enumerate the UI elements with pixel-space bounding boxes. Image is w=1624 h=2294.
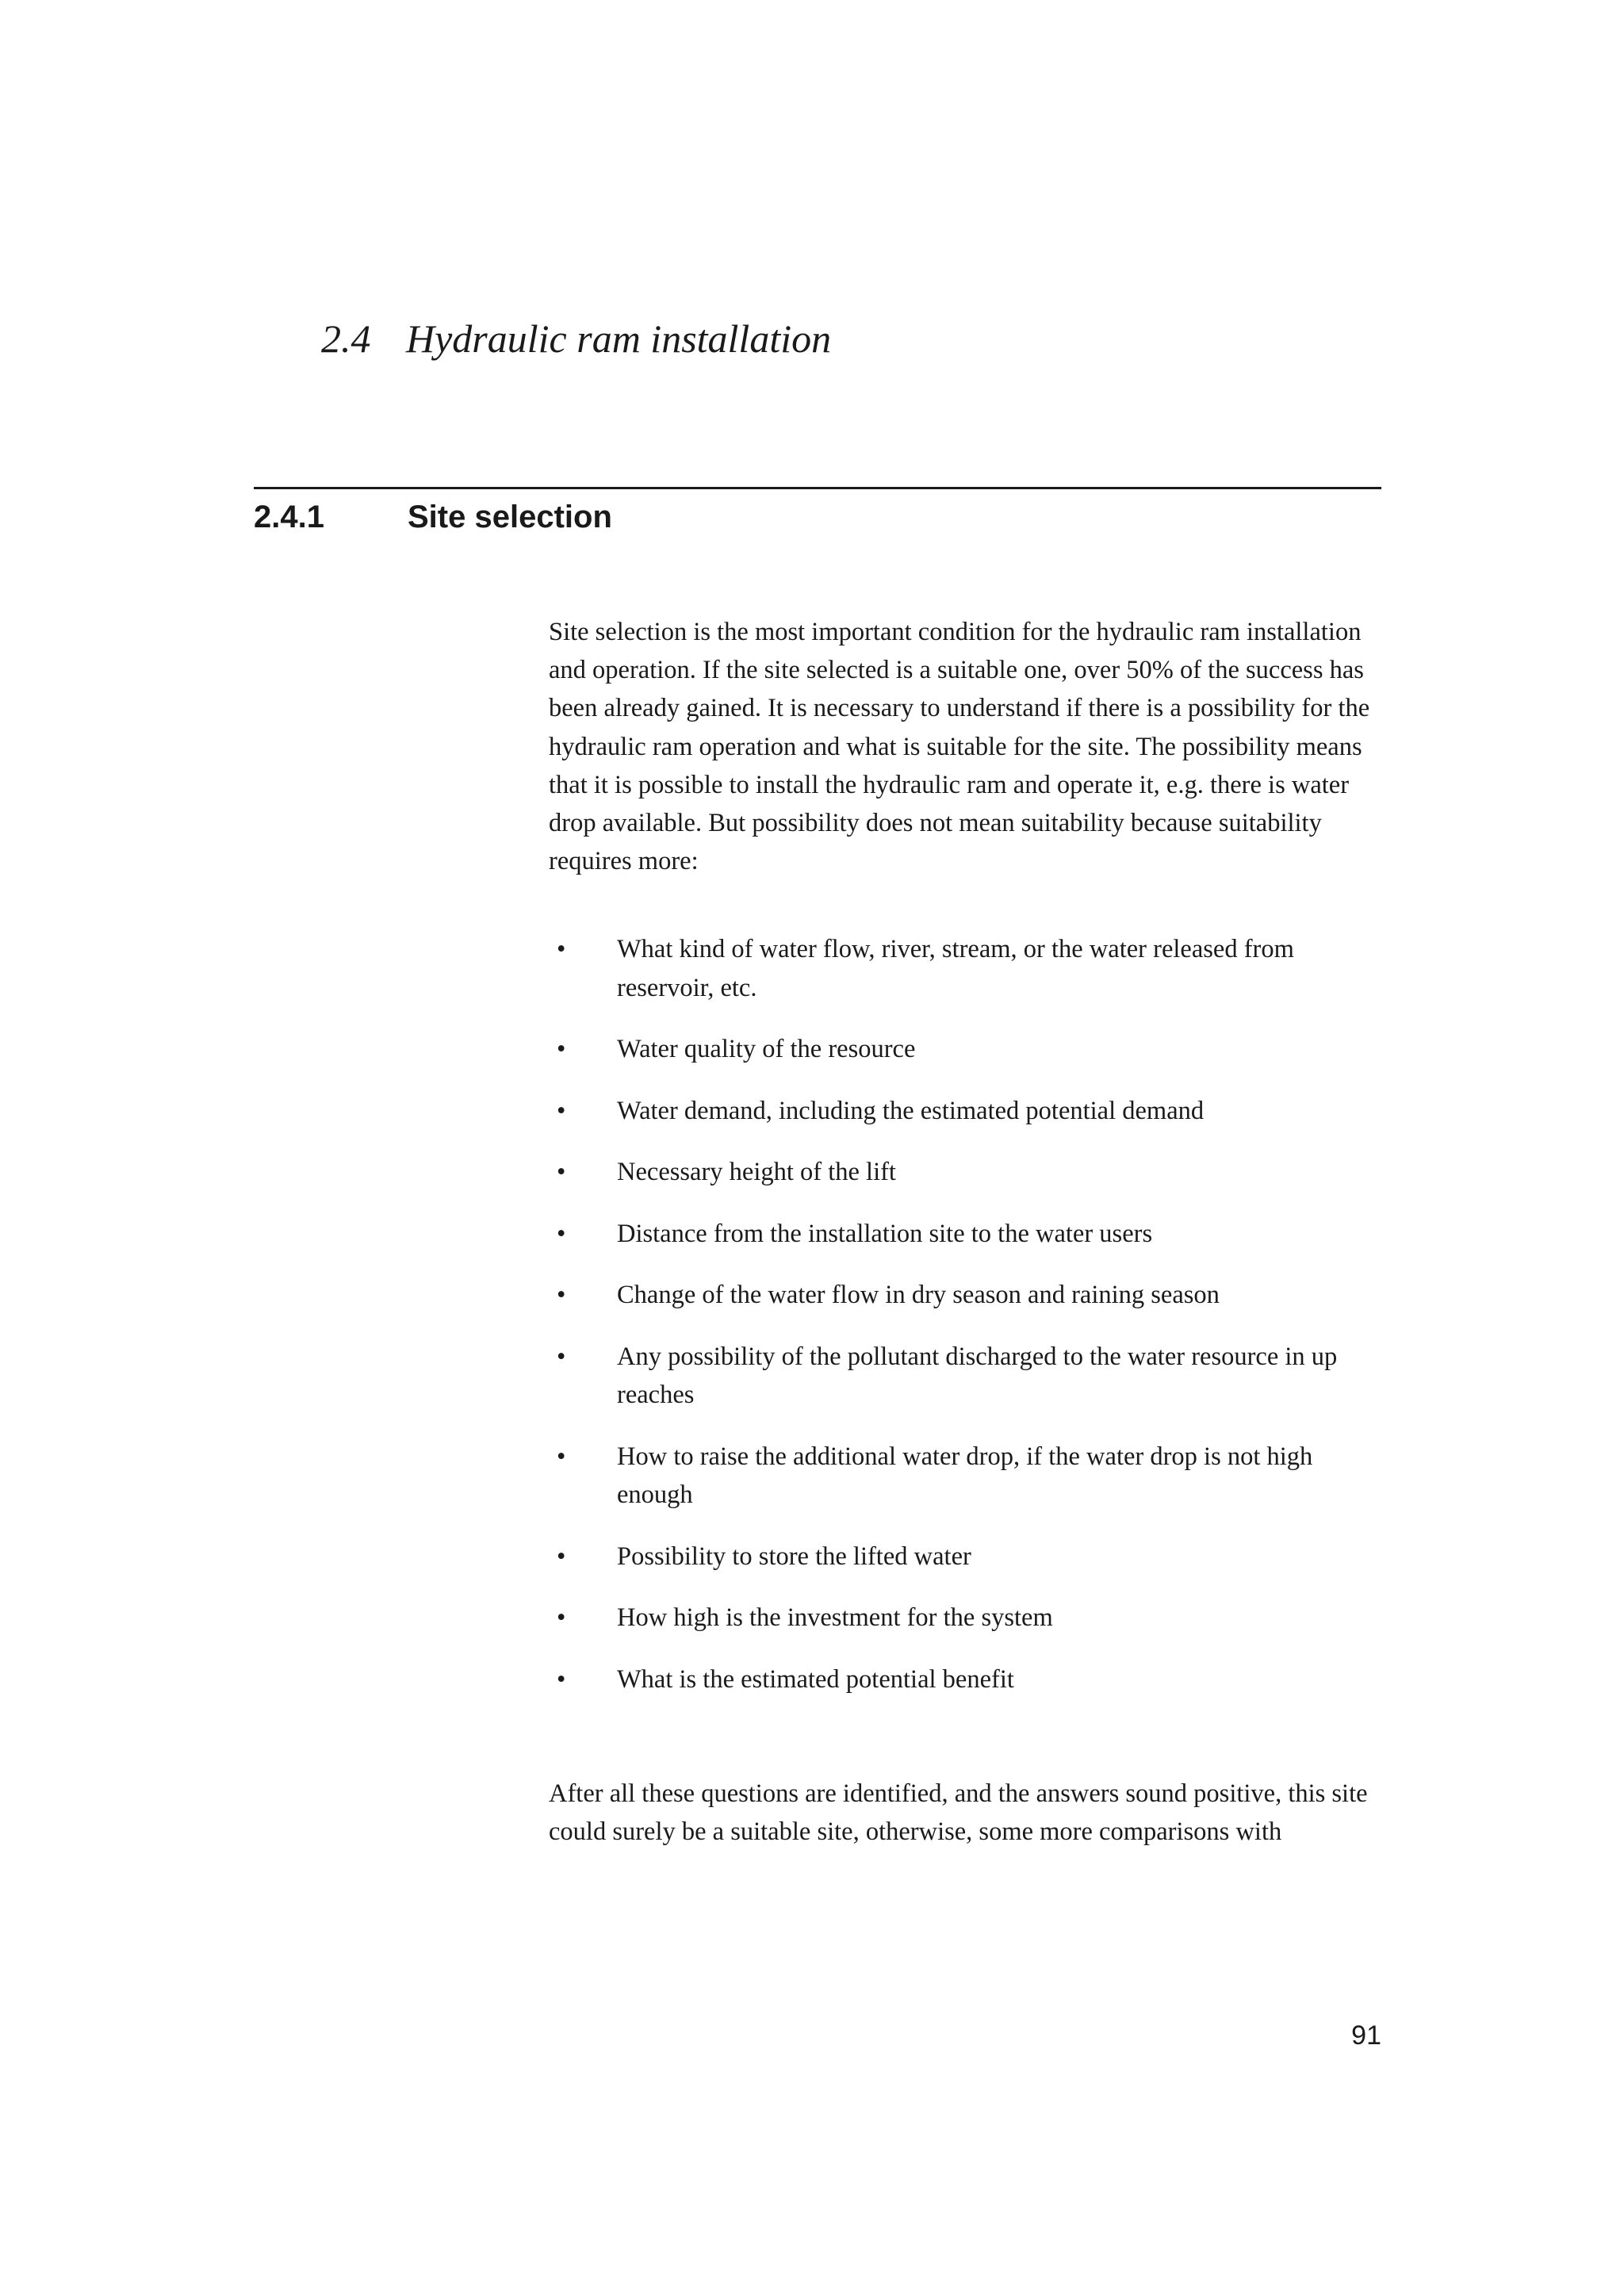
bullet-marker: • [557,1664,566,1694]
closing-paragraph: After all these questions are identified, and the answers sound positive, this site could surely be a suitable site, otherwise, some more comparisons with [549,1779,1368,1847]
list-item [549,1276,1383,1315]
list-item-text: Water quality of the resource [617,1035,916,1063]
bullet-marker: • [557,1541,566,1571]
section-number: 2.4 [321,316,371,361]
list-item [549,1438,1383,1515]
list-item-text: What is the estimated potential benefit [617,1664,1014,1694]
subsection-number: 2.4.1 [254,500,324,534]
subsection-heading [254,496,612,538]
list-item-text: Water demand, including the estimated potential demand [617,1096,1205,1125]
list-item [549,1338,1383,1415]
bullet-marker: • [557,1219,566,1248]
intro-paragraph: Site selection is the most important condition for the hydraulic ram installation and operation. If the site selected is a suitable one, over 50% of the success has been already gained. It is necessary to understand if there is a possibility for the hydraulic ram operation and what is suitable for the site. The possibility means that it is possible to install the hydraulic ram and operate it, e.g. there is water drop available. But possibility does not mean suitability because suitability requires more: [549,618,1370,876]
list-item-text: What kind of water flow, river, stream, or the water released from reservoir, etc. [617,935,1294,1002]
bullet-marker: • [557,1603,566,1632]
list-item [549,1030,1383,1069]
list-item-text: Change of the water flow in dry season and raining season [617,1281,1220,1309]
list-item [549,1538,1383,1576]
list-item [549,1092,1383,1131]
bullet-marker: • [557,1281,566,1309]
page-number: 91 [1351,2020,1381,2051]
list-item-text: Distance from the installation site to the water users [617,1219,1153,1248]
bullet-marker: • [557,1342,566,1371]
heading-rule [254,487,1381,489]
list-item-text: Possibility to store the lifted water [617,1541,971,1571]
list-item [549,930,1383,1007]
section-heading [321,311,831,366]
bullet-marker: • [557,1096,566,1125]
bullet-marker: • [557,1158,566,1186]
list-item [549,1153,1383,1192]
list-item [549,1215,1383,1254]
list-item-text: Necessary height of the lift [617,1158,896,1186]
list-item [549,1599,1383,1637]
bullet-marker: • [557,1035,566,1063]
list-item [549,1660,1383,1699]
bullet-marker: • [557,1442,566,1471]
list-item-text: Any possibility of the pollutant discharged to the water resource in up reaches [617,1342,1338,1409]
bullet-marker: • [557,935,566,963]
list-item-text: How to raise the additional water drop, if the water drop is not high enough [617,1442,1313,1509]
requirements-list [549,930,1383,1721]
section-title: Hydraulic ram installation [406,316,832,361]
subsection-title: Site selection [408,500,612,534]
list-item-text: How high is the investment for the system [617,1603,1053,1632]
